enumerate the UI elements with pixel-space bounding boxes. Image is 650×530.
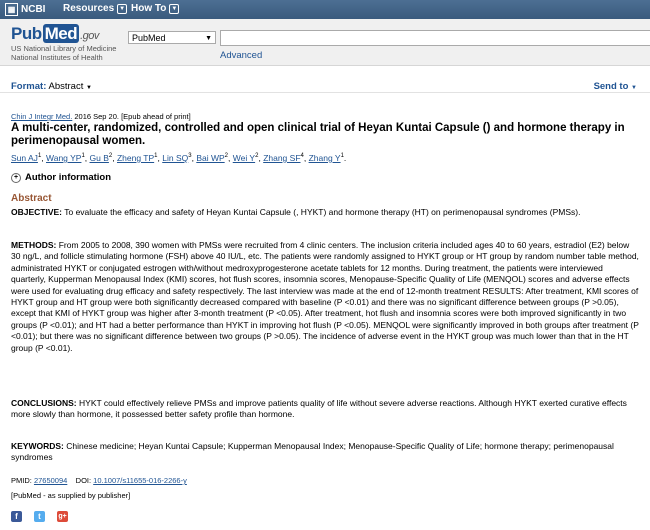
author-link[interactable]: Lin SQ [162, 153, 189, 163]
ncbi-topbar [0, 0, 650, 19]
author-affiliation-number: 1 [340, 153, 344, 160]
author-link[interactable]: Wei Y [232, 153, 256, 163]
abstract-heading: Abstract [11, 193, 52, 204]
nlm-caption [11, 44, 116, 62]
howto-menu[interactable] [131, 3, 179, 14]
ncbi-brand[interactable] [5, 3, 45, 16]
conclusions-paragraph [11, 398, 639, 421]
nlm-line-1: US National Library of Medicine [11, 44, 117, 53]
dropdown-arrow-icon: ▼ [205, 35, 212, 42]
conclusions-label: CONCLUSIONS: [11, 398, 77, 408]
logo-gov-text: .gov [80, 30, 99, 42]
format-value: Abstract [48, 81, 84, 92]
author-item: Wang $YP^1$, [46, 153, 90, 163]
author-item: Wei $Y^2$, [232, 153, 264, 163]
results-toolbar [0, 66, 650, 93]
author-affiliation-number: 4 [300, 153, 304, 160]
author-affiliation-number: 1 [154, 153, 158, 160]
database-select[interactable] [128, 31, 216, 44]
objective-text: To evaluate the efficacy and safety of Heyan Kuntai Capsule (, HYKT) and hormone therapy (HT) on perimenopausal syndromes (PMSs). [64, 207, 581, 217]
author-link[interactable]: Gu B [89, 153, 109, 163]
objective-label: OBJECTIVE: [11, 207, 63, 217]
ncbi-logo-icon: ▦ [5, 3, 18, 16]
pmid-label: PMID: [11, 476, 32, 485]
article-title: A multi-center, randomized, controlled and open clinical trial of Heyan Kuntai Capsule () and hormone therapy in perimenopausal women. [11, 122, 625, 147]
logo-med-text: Med [44, 24, 78, 43]
methods-text: From 2005 to 2008, 390 women with PMSs were recruited from 4 clinic centers. The inclusion criteria included ages 40 to 60 years, estradiol (E2) below 30 ng/L, and follicle stimulating hormone (FSH) above 40 IU/L, etc. The patients were randomly assigned to HYKT group or HT group by random number table method, administrated HYKT or conjugated estrogen with/without medroxyprogesterone acetate tablets for 12 months. During treatment, the patients were interviewed quarterly, Kupperman Menopausal Index (KMI) scores, hot flush scores, insomnia scores, Menopause-Specific Quality of Life (MENQOL) scores and adverse effects were used for evaluating drug efficacy and safety respectively. The last interview was made at the end of 12-month treatment RESULTS: After treatment, KMI scores of HYKT group and HT group were both significantly decreased compared with baseline (P <0.01) and there was no significant difference between groups (P >0.05), except that KMI of HYKT group was higher after 3-month treatment (P <0.05). After treatment, hot flush and insomnia scores were both improved significantly in two groups (P <0.01); and HT had a better performance than HYKT in improving hot flush (P <0.05). MENQOL were significantly improved in both groups after treatment (P <0.01); but there was no significant difference between two groups (P >0.05). The incidence of adverse event in the HYKT group was much lower than that in the HT group (P <0.01). [11, 240, 639, 353]
google-plus-icon[interactable]: g+ [58, 513, 67, 520]
author-affiliation-number: 2 [108, 153, 113, 160]
send-to-label: Send to [593, 81, 629, 92]
twitter-icon[interactable]: t [34, 511, 45, 522]
author-affiliation-number: 1 [81, 153, 85, 160]
keywords-paragraph [11, 441, 639, 464]
resources-menu[interactable] [63, 3, 127, 14]
chevron-down-icon: ▼ [117, 4, 127, 14]
search-header [0, 19, 650, 66]
author-affiliation-number: 1 [37, 153, 42, 160]
author-link[interactable]: Wang YP [46, 153, 82, 163]
caret-down-icon: ▼ [631, 85, 637, 91]
nlm-line-2: National Institutes of Health [11, 53, 103, 62]
author-link[interactable]: Sun AJ [11, 153, 38, 163]
author-item: Lin $SQ^3$, [162, 153, 197, 163]
author-link[interactable]: Bai WP [196, 153, 225, 163]
methods-label: METHODS: [11, 240, 57, 250]
doi-label: DOI: [75, 476, 92, 485]
author-item: Sun $AJ^1$, [11, 153, 47, 163]
author-item: Zheng $TP^1$, [116, 153, 163, 163]
author-information-toggle[interactable] [11, 172, 111, 183]
journal-link[interactable]: Chin J Integr Med. [11, 112, 73, 121]
chevron-down-icon: ▼ [169, 4, 179, 14]
author-affiliation-number: 2 [255, 153, 259, 160]
author-item: Bai $WP^2$, [196, 153, 233, 163]
author-item: Zhang $SF^4$, [263, 153, 309, 163]
author-link[interactable]: Zhang SF [263, 153, 301, 163]
author-affiliation-number: 3 [188, 153, 192, 160]
objective-paragraph [11, 207, 639, 218]
status-line: [PubMed - as supplied by publisher] [11, 491, 131, 500]
author-item: Zhang $Y^1$. [308, 153, 347, 163]
logo-pub-text: Pub [11, 24, 42, 43]
pmid-link[interactable]: 27650094 [33, 476, 68, 485]
expand-plus-icon: + [11, 173, 21, 183]
format-menu[interactable] [11, 81, 92, 92]
conclusions-text: HYKT could effectively relieve PMSs and improve patients quality of life without severe adverse reactions. Although HYKT exerted curative effects more slowly than hormone, it possessed better safety profile than hormone. [11, 398, 627, 420]
identifiers-line [11, 476, 187, 485]
pubmed-logo[interactable] [11, 24, 99, 44]
format-label: Format: [11, 81, 47, 92]
advanced-search-link[interactable]: Advanced [220, 50, 263, 61]
search-input[interactable] [220, 30, 650, 46]
author-information-label: Author information [25, 172, 112, 183]
ncbi-label: NCBI [21, 4, 46, 15]
citation-line [11, 112, 191, 121]
share-bar [11, 511, 68, 522]
author-affiliation-number: 2 [224, 153, 228, 160]
citation-date: 2016 Sep 20. [Epub ahead of print] [72, 112, 191, 121]
send-to-menu[interactable] [594, 81, 637, 92]
keywords-label: KEYWORDS: [11, 441, 64, 451]
resources-label: Resources [63, 3, 115, 14]
howto-label: How To [131, 3, 167, 14]
doi-link[interactable]: 10.1007/s11655-016-2266-y [93, 476, 187, 485]
author-link[interactable]: Zheng TP [116, 153, 155, 163]
database-value: PubMed [132, 33, 166, 43]
author-item: Gu $B^2$, [89, 153, 117, 163]
author-link[interactable]: Zhang Y [308, 153, 341, 163]
keywords-text: Chinese medicine; Heyan Kuntai Capsule; Kupperman Menopausal Index; Menopause-Specific Quality of Life; hormone therapy; perimenopausal syndromes [11, 441, 614, 463]
methods-paragraph [11, 240, 639, 354]
facebook-icon[interactable]: f [11, 511, 22, 522]
caret-down-icon: ▼ [86, 85, 92, 91]
author-list [11, 153, 346, 163]
